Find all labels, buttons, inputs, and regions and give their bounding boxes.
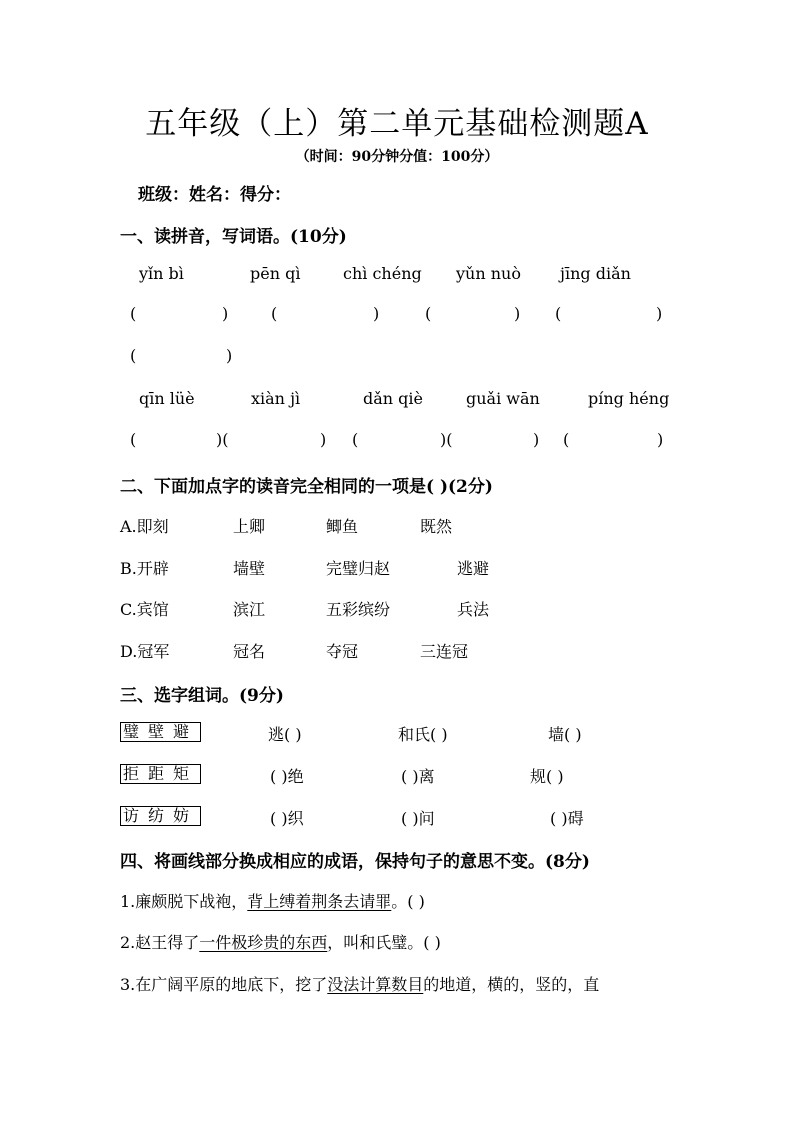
question-1 [120, 889, 425, 912]
answer-blank[interactable]: ( [425, 304, 432, 323]
answer-blank[interactable]: ) [656, 304, 663, 323]
question-2 [120, 930, 441, 953]
question-text: 3.在广阔平原的地底下，挖了 [120, 975, 328, 994]
pinyin-item: guǎi wān [466, 389, 540, 408]
answer-blank[interactable]: ( [130, 430, 137, 449]
pinyin-item: xiàn jì [251, 389, 301, 408]
option-d-label: D.冠军 [120, 642, 170, 661]
answer-blank[interactable]: ) [657, 430, 664, 449]
word-blank[interactable]: ( )碍 [550, 809, 584, 828]
answer-blank[interactable]: ( [130, 346, 137, 365]
pinyin-item: qīn lüè [139, 389, 195, 408]
underlined-phrase: 背上缚着荆条去请罪 [247, 892, 392, 911]
option-word: 既然 [420, 517, 453, 536]
answer-blank[interactable]: ，叫和氏璧。( ) [327, 933, 441, 952]
section-3-heading: 三、选字组词。(9分) [120, 686, 284, 706]
word-blank[interactable]: 逃( ) [268, 725, 302, 744]
answer-blank[interactable]: ( [271, 304, 278, 323]
word-blank[interactable]: 墙( ) [548, 725, 582, 744]
option-a-label: A.即刻 [120, 517, 169, 536]
option-word: 逃避 [457, 559, 490, 578]
underlined-phrase: 没法计算数目 [327, 975, 424, 994]
pinyin-item: pēn qì [250, 264, 301, 283]
answer-blank[interactable]: ) [533, 430, 540, 449]
pinyin-item: jīng diǎn [560, 264, 631, 283]
character-box: 拒距矩 [120, 764, 201, 784]
option-word: 鲫鱼 [326, 517, 359, 536]
option-c-label: C.宾馆 [120, 600, 169, 619]
answer-blank[interactable]: ) [373, 304, 380, 323]
student-info-line: 班级：姓名：得分： [138, 185, 291, 205]
answer-blank[interactable]: ) [226, 346, 233, 365]
section-1-heading: 一、读拼音，写词语。(10分) [120, 227, 347, 247]
section-2-heading: 二、下面加点字的读音完全相同的一项是( )(2分) [120, 477, 493, 497]
answer-blank[interactable]: ) [514, 304, 521, 323]
option-word: 完璧归赵 [326, 559, 391, 578]
answer-blank[interactable]: ( [352, 430, 359, 449]
word-blank[interactable]: 规( ) [530, 767, 564, 786]
option-word: 上卿 [233, 517, 266, 536]
pinyin-item: yǐn bì [139, 264, 184, 283]
character-box: 访纺妨 [120, 806, 201, 826]
exam-subtitle: （时间：90分钟分值：100分） [295, 149, 499, 165]
answer-blank[interactable]: ( [130, 304, 137, 323]
word-blank[interactable]: ( )绝 [270, 767, 304, 786]
answer-blank[interactable]: ( [563, 430, 570, 449]
question-text: 2.赵王得了 [120, 933, 200, 952]
answer-blank[interactable]: 。( ) [391, 892, 425, 911]
character-box: 璧壁避 [120, 722, 201, 742]
option-b-label: B.开辟 [120, 559, 169, 578]
word-blank[interactable]: ( )离 [401, 767, 435, 786]
option-word: 三连冠 [420, 642, 469, 661]
word-blank[interactable]: ( )织 [270, 809, 304, 828]
word-blank[interactable]: ( )问 [401, 809, 435, 828]
answer-blank[interactable]: ) [320, 430, 327, 449]
option-word: 冠名 [233, 642, 266, 661]
option-word: 墙壁 [233, 559, 266, 578]
option-word: 滨江 [233, 600, 266, 619]
pinyin-item: píng héng [588, 389, 670, 408]
section-4-heading: 四、将画线部分换成相应的成语，保持句子的意思不变。(8分) [120, 852, 590, 872]
option-word: 夺冠 [326, 642, 359, 661]
word-blank[interactable]: 和氏( ) [398, 725, 448, 744]
question-3 [120, 972, 599, 995]
pinyin-item: dǎn qiè [363, 389, 423, 408]
page-title: 五年级（上）第二单元基础检测题A [145, 106, 649, 142]
answer-blank[interactable]: )( [440, 430, 453, 449]
answer-blank[interactable]: )( [216, 430, 229, 449]
question-text: 1.廉颇脱下战袍， [120, 892, 248, 911]
option-word: 五彩缤纷 [326, 600, 391, 619]
pinyin-item: yǔn nuò [456, 264, 521, 283]
answer-blank[interactable]: ( [555, 304, 562, 323]
pinyin-item: chì chéng [343, 264, 422, 283]
question-text: 的地道，横的，竖的，直 [423, 975, 600, 994]
underlined-phrase: 一件极珍贵的东西 [199, 933, 328, 952]
option-word: 兵法 [457, 600, 490, 619]
answer-blank[interactable]: ) [222, 304, 229, 323]
